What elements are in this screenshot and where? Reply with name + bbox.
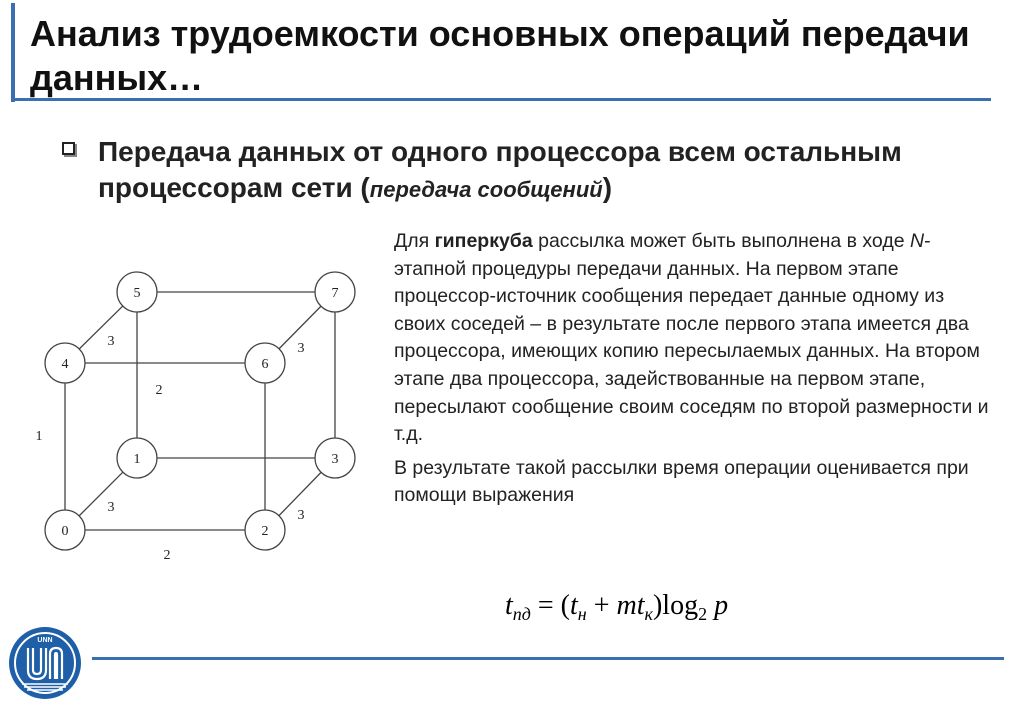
hypercube-diagram — [25, 255, 380, 575]
description-text — [394, 228, 994, 516]
paragraph-hypercube — [394, 228, 994, 449]
formula-close: ) — [652, 590, 663, 621]
edge-label-6-7: 3 — [297, 341, 305, 356]
paragraph1-part3: - этапной процедуры передачи данных. На первом этапе процессор-источник сообщения передает данные одному из своих соседей – в результате после первого этапа имеется два процессора, имеющих копию пересылаемых данных. На втором этапе два процессора, задействованные на первом этапе, пересылают сообщение своим соседям по второй размерности и т.д. — [394, 230, 989, 446]
node-label-2: 2 — [261, 524, 269, 539]
node-label-3: 3 — [331, 452, 339, 467]
formula-plus: + — [586, 590, 617, 621]
square-bullet-icon — [62, 142, 75, 155]
formula-sub-k: к — [644, 604, 653, 624]
logo-text: UNN — [37, 637, 53, 644]
edge-label-2-3: 3 — [297, 508, 305, 523]
formula-eq: = ( — [530, 590, 571, 621]
title-divider — [11, 98, 991, 101]
edge-label-4-6: 2 — [155, 383, 163, 398]
paragraph-result: В результате такой рассылки время операции оценивается при помощи выражения — [394, 456, 969, 507]
node-label-6: 6 — [261, 357, 269, 372]
formula-sub-n: н — [577, 604, 587, 624]
formula-sub-2: 2 — [698, 604, 708, 624]
node-label-0: 0 — [61, 524, 69, 539]
formula-sub-pd: пд — [512, 604, 531, 624]
paragraph1-bold-hypercube: гиперкуба — [434, 230, 533, 252]
formula-p: p — [714, 590, 729, 621]
title-accent-bar — [11, 3, 15, 102]
bullet-text-close: ) — [602, 172, 613, 203]
formula-t2: t — [570, 590, 578, 621]
time-formula — [505, 590, 805, 630]
edge-label-0-1: 3 — [107, 500, 115, 515]
edge-label-0-2: 2 — [163, 548, 171, 563]
node-label-4: 4 — [61, 357, 69, 372]
paragraph1-part2: рассылка может быть выполнена в ходе — [532, 230, 910, 252]
slide-title: Анализ трудоемкости основных операций передачи данных… — [30, 13, 970, 98]
bullet-text-italic: передача сообщений — [369, 177, 603, 202]
formula-t: t — [505, 590, 513, 621]
bullet-text-main: Передача данных от одного процессора всем остальным процессорам сети ( — [98, 136, 902, 203]
node-label-1: 1 — [133, 452, 141, 467]
node-label-5: 5 — [133, 286, 141, 301]
edge-label-0-4: 1 — [35, 429, 43, 444]
node-label-7: 7 — [331, 286, 339, 301]
formula-log: log — [662, 590, 699, 621]
edge-label-4-5: 3 — [107, 334, 115, 349]
footer-divider — [92, 657, 1004, 660]
unn-logo-icon — [6, 624, 84, 702]
paragraph1-italic-n: N — [909, 230, 925, 252]
formula-t3: t — [636, 590, 645, 621]
formula-m: m — [616, 590, 637, 621]
bullet-text — [98, 134, 958, 208]
paragraph1-part1: Для — [394, 230, 435, 252]
